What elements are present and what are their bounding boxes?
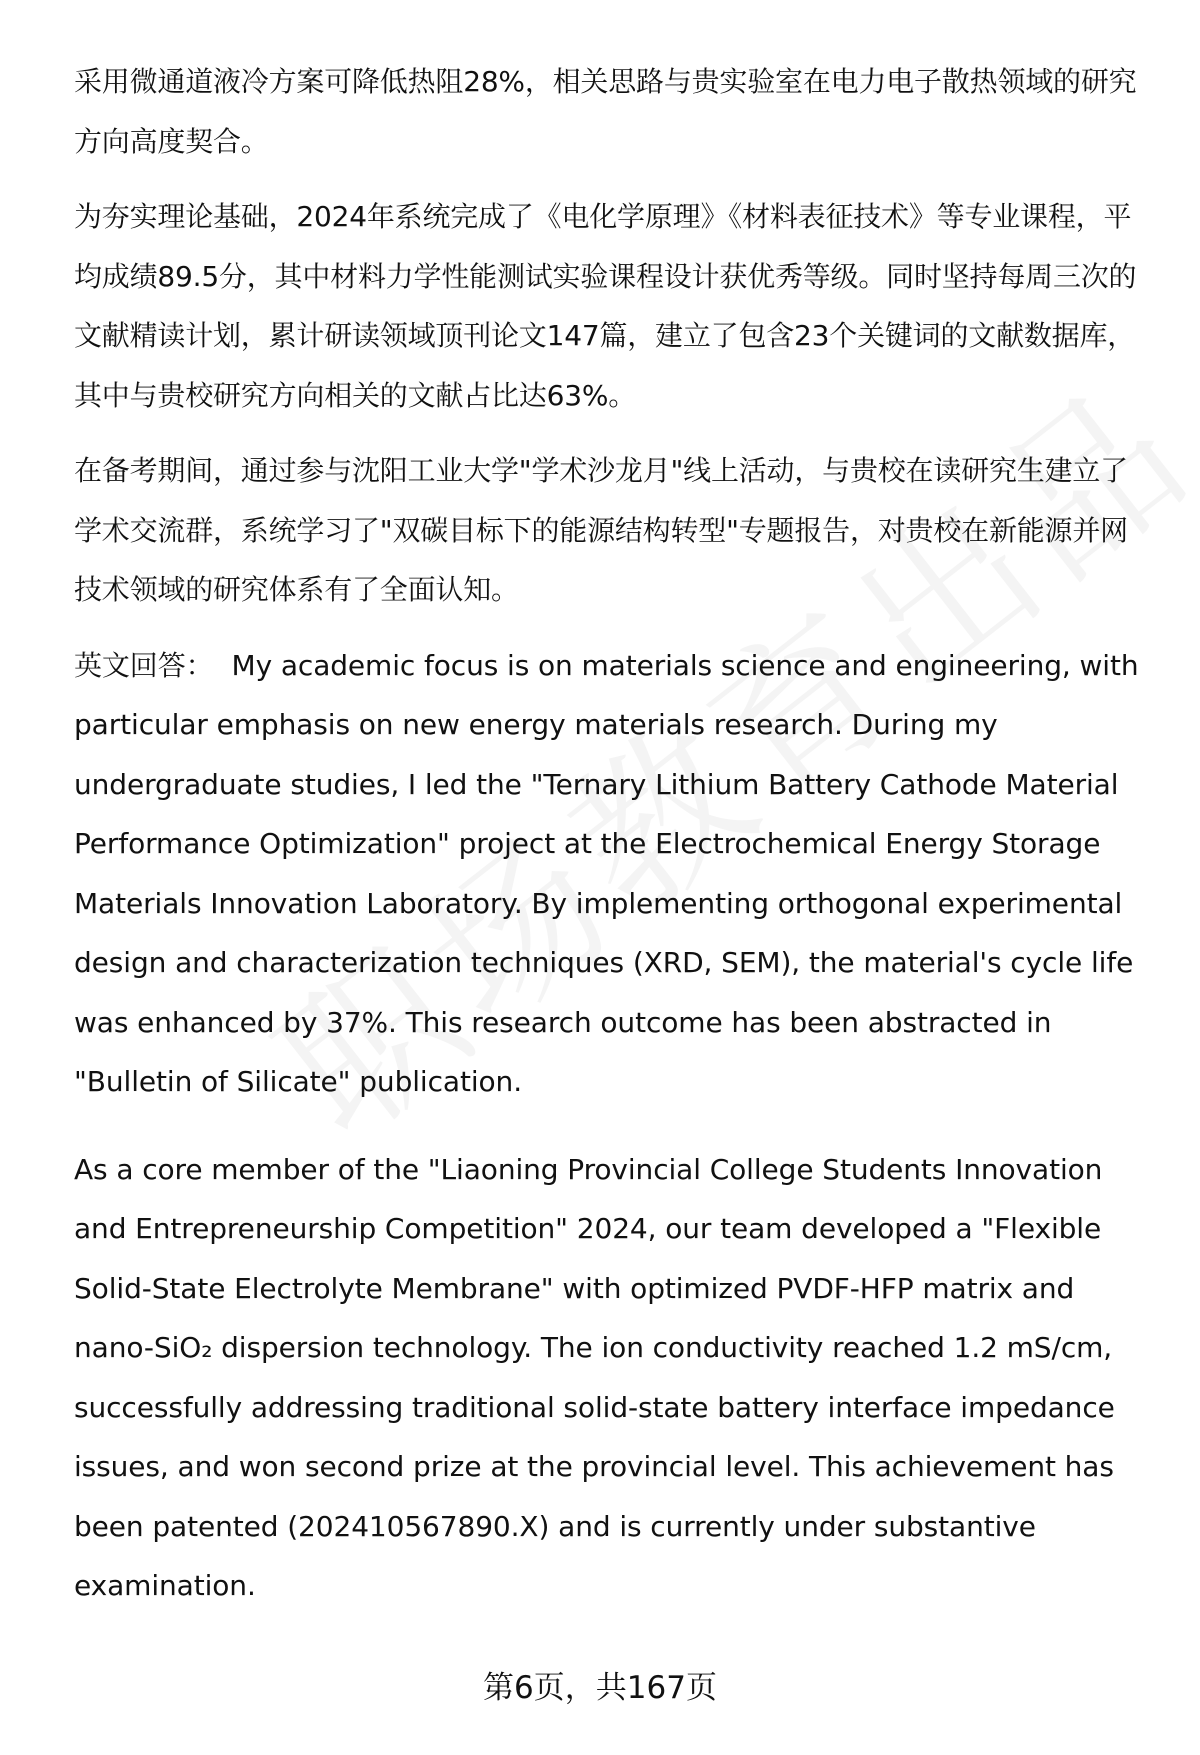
english-answer-label: 英文回答： [74,648,214,682]
paragraph-en-1 [74,636,1154,1112]
document-body [74,52,1154,1616]
page-number-footer: 第6页，共167页 [483,1670,717,1706]
paragraph-zh-1: 采用微通道液冷方案可降低热阻28%，相关思路与贵实验室在电力电子散热领域的研究方向高度契合。 [74,65,1137,158]
paragraph-zh-2: 为夯实理论基础，2024年系统完成了《电化学原理》《材料表征技术》等专业课程，平均成绩89.5分，其中材料力学性能测试实验课程设计获优秀等级。同时坚持每周三次的文献精读计划，累计研读领域顶刊论文147篇，建立了包含23个关键词的文献数据库，其中与贵校研究方向相关的文献占比达63%。 [74,200,1137,412]
paragraph-zh-3: 在备考期间，通过参与沈阳工业大学"学术沙龙月"线上活动，与贵校在读研究生建立了学术交流群，系统学习了"双碳目标下的能源结构转型"专题报告，对贵校在新能源并网技术领域的研究体系有了全面认知。 [74,454,1128,606]
paragraph-en-1-text: My academic focus is on materials science and engineering, with particular emphasis on new energy materials research. During my undergraduate studies, I led the "Ternary Lithium Battery Cathode Material Performance Optimization" project at the Electrochemical Energy Storage Materials Innovation Laboratory. By implementing orthogonal experimental design and characterization techniques (XRD, SEM), the material's cycle life was enhanced by 37%. This research outcome has been abstracted in "Bulletin of Silicate" publication. [74,648,1139,1098]
paragraph-en-2: As a core member of the "Liaoning Provincial College Students Innovation and Entrepreneurship Competition" 2024, our team developed a "Flexible Solid-State Electrolyte Membrane" with optimized PVDF-HFP matrix and nano-SiO₂ dispersion technology. The ion conductivity reached 1.2 mS/cm, successfully addressing traditional solid-state battery interface impedance issues, and won second prize at the provincial level. This achievement has been patented (202410567890.X) and is currently under substantive examination. [74,1152,1115,1602]
